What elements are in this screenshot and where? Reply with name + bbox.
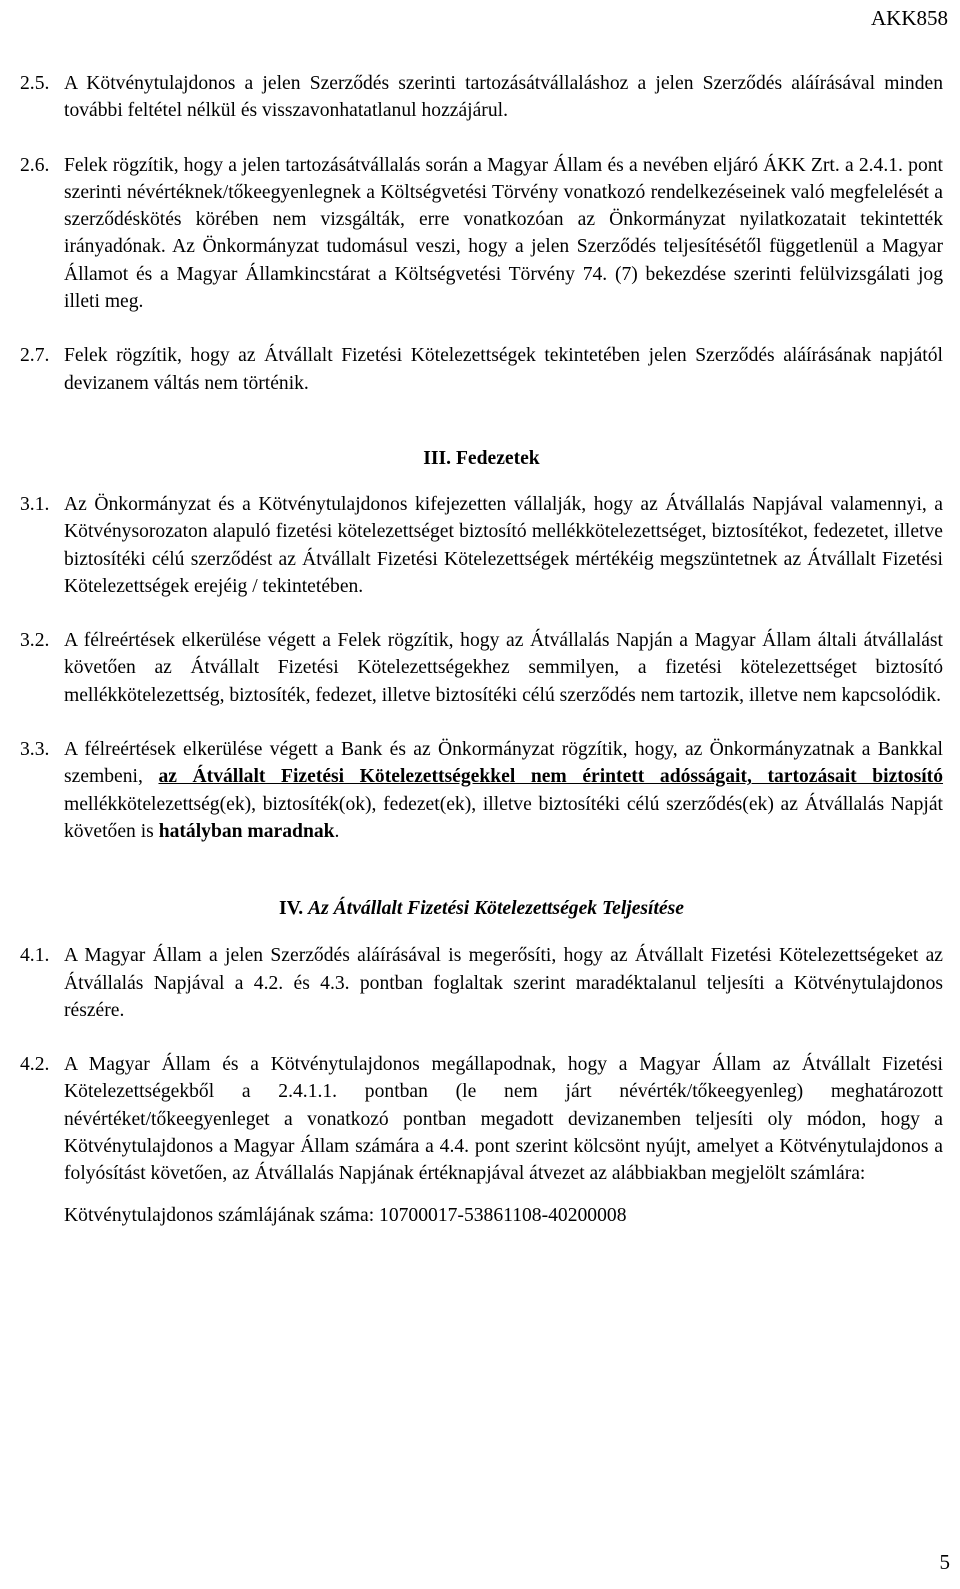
clause-number: 2.6.: [20, 154, 50, 176]
clause-text: [64, 736, 943, 845]
clause-text-emphasis: az Átvállalt Fizetési Kötelezettségekkel nem érintett adósságait, tartozásait biztosító: [158, 766, 944, 788]
clause-number: 2.5.: [20, 73, 50, 94]
section-heading-prefix: IV.: [279, 898, 304, 920]
clause-2-5: [20, 70, 943, 125]
clause-3-3: [20, 736, 943, 845]
page-number: 5: [939, 1550, 950, 1574]
clause-text: Felek rögzítik, hogy az Átvállalt Fizetési Kötelezettségek tekintetében jelen Szerződés aláírásának napjától devizanem váltás nem történik.: [64, 345, 943, 394]
section-heading-title: Az Átvállalt Fizetési Kötelezettségek Teljesítése: [308, 898, 684, 920]
clause-2-7: [20, 342, 943, 397]
clause-text: A félreértések elkerülése végett a Felek rögzítik, hogy az Átvállalás Napján a Magyar Állam általi átvállalást követően az Átvállalt Fizetési Kötelezettségekhez semmilyen, a fizetési kötelezettséget biztosító mellékkötelezettség, biztosíték, fedezet, illetve biztosítéki célú szerződés nem tartozik, illetve nem kapcsolódik.: [64, 630, 943, 706]
clause-3-2: [20, 627, 943, 709]
clause-4-1: [20, 942, 943, 1024]
section-heading-iii: III. Fedezetek: [423, 447, 540, 469]
clause-number: 4.2.: [20, 1054, 50, 1076]
clause-text-part: A félreértések elkerülése végett a Bank és az Önkormányzat rögzítik, hogy, az Önkormányzatnak a Bankkal szembeni,: [64, 739, 943, 788]
clause-text-part: .: [334, 820, 340, 842]
document-body: [20, 70, 943, 1229]
clause-3-1: [20, 491, 943, 600]
clause-text: A Magyar Állam a jelen Szerződés aláírásával is megerősíti, hogy az Átvállalt Fizetési Kötelezettségeket az Átvállalás Napjával a 4.2. és 4.3. pontban foglaltak szerint maradéktalanul teljesíti a Kötvénytulajdonos részére.: [64, 945, 943, 1021]
clause-number: 3.2.: [20, 630, 50, 652]
clause-number: 2.7.: [20, 345, 50, 367]
clause-number: 3.1.: [20, 493, 50, 515]
section-heading-iv: [20, 895, 943, 922]
clause-text-part: mellékkötelezettség(ek), biztosíték(ok), fedezet(ek), illetve biztosítéki célú szerződés(ek) az Átvállalás Napját követően is: [64, 793, 943, 842]
clause-number: 3.3.: [20, 739, 50, 761]
clause-text: A Magyar Állam és a Kötvénytulajdonos megállapodnak, hogy a Magyar Állam az Átvállalt Fizetési Kötelezettségekből a 2.4.1.1. pontban (le nem járt névérték/tőkeegyenleg) meghatározott névértéket/tőkeegyenleget a vonatkozó pontban megadott devizanemben teljesíti oly módon, hogy a Kötvénytulajdonos a Magyar Állam számára a 4.4. pont szerint kölcsönt nyújt, amelyet a Kötvénytulajdonos a folyósítást követően, az Átvállalás Napjának értéknapjával átvezet az alábbiakban megjelölt számlára:: [64, 1054, 943, 1185]
clause-text: Felek rögzítik, hogy a jelen tartozásátvállalás során a Magyar Állam és a nevében eljáró ÁKK Zrt. a 2.4.1. pont szerinti névértéknek/tőkeegyenlegnek a Költségvetési Törvény vonatkozó rendelkezéseinek való megfelelését a szerződéskötés körében nem vizsgálták, erre vonatkozóan az Önkormányzat nyilatkozatait tekintették irányadónak. Az Önkormányzat tudomásul veszi, hogy a jelen Szerződés teljesítésétől függetlenül a Magyar Államot és a Magyar Államkincstárat a Költségvetési Törvény 74. (7) bekezdése szerinti felülvizsgálati jog illeti meg.: [64, 154, 943, 313]
clause-4-2: [20, 1051, 943, 1187]
clause-2-6: [20, 152, 943, 316]
clause-text: Az Önkormányzat és a Kötvénytulajdonos kifejezetten vállalják, hogy az Átvállalás Napjával valamennyi, a Kötvénysorozaton alapuló fizetési kötelezettséget biztosító mellékkötelezettséget, biztosítékot, fedezetet, illetve biztosítéki célú szerződést az Átvállalt Fizetési Kötelezettségek mértékéig megszüntetnek az Átvállalt Fizetési Kötelezettségek erejéig / tekintetében.: [64, 493, 943, 597]
document-code: AKK858: [871, 6, 948, 30]
clause-number: 4.1.: [20, 945, 50, 967]
clause-text: A Kötvénytulajdonos a jelen Szerződés szerinti tartozásátvállaláshoz a jelen Szerződés aláírásával minden további feltétel nélkül és visszavonhatatlanul hozzájárul.: [64, 73, 943, 122]
account-number-line: Kötvénytulajdonos számlájának száma: 10700017-53861108-40200008: [64, 1204, 627, 1226]
clause-text-emphasis: hatályban maradnak: [158, 820, 335, 842]
